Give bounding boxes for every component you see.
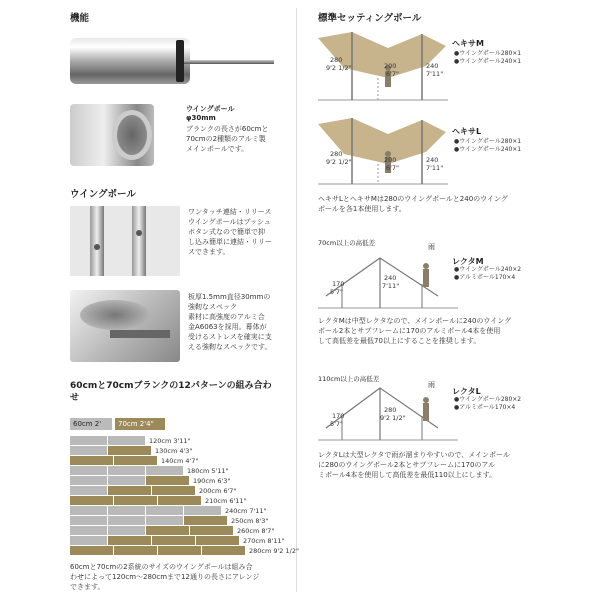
combo-segment-60: [146, 466, 184, 475]
combo-segment-60: [70, 436, 108, 445]
hexa-note: ヘキサLとヘキサMは280のウイングポールと240のウイング ポールを各1本使用します。: [318, 195, 508, 213]
pole-pin: [184, 60, 274, 64]
recta-l-name: レクタL: [452, 387, 481, 396]
recta-m-elevation: 70cm以上の高低差: [318, 239, 376, 247]
combo-segment-60: [108, 476, 146, 485]
combo-length-label: 190cm 6'3": [193, 477, 231, 485]
legend-60cm: 60cm 2': [70, 418, 112, 430]
combo-segment-70: [158, 496, 202, 505]
recta-l-elevation: 110cm以上の高低差: [318, 375, 380, 383]
combo-segment-60: [70, 536, 108, 545]
combo-segment-70: [114, 496, 158, 505]
recta-m-line2: ●アルミポール170×4: [454, 274, 516, 281]
combo-segment-70: [108, 446, 152, 455]
combo-length-label: 210cm 6'11": [205, 497, 247, 505]
combo-note: 60cmと70cmの2系統のサイズのウイングポールは組み合 わせによって120cm～280cmまで12通りの長さにアレンジ できます。: [70, 563, 260, 591]
combo-segment-60: [108, 436, 146, 445]
combo-segment-60: [108, 526, 146, 535]
combo-segment-60: [70, 476, 108, 485]
hexa-m-line1: ●ウイングポール280×1: [454, 50, 522, 57]
combo-length-label: 180cm 5'11": [187, 467, 229, 475]
combo-segment-60: [70, 446, 108, 455]
combo-segment-70: [108, 486, 152, 495]
combo-segment-60: [108, 506, 146, 515]
section-title-setting: 標準セッティングポール: [318, 13, 422, 24]
combo-segment-70: [152, 486, 196, 495]
section-title-performance: 機能: [70, 13, 90, 24]
hexa-m-line2: ●ウイングポール240×1: [454, 58, 522, 65]
combo-segment-70: [152, 536, 196, 545]
legend-70cm: 70cm 2'4": [115, 418, 165, 430]
hexa-l-line2: ●ウイングポール240×1: [454, 146, 522, 153]
hexa-l-line1: ●ウイングポール280×1: [454, 138, 522, 145]
combo-segment-70: [114, 546, 158, 555]
recta-m-name: レクタM: [452, 257, 484, 266]
recta-m-note: レクタMは中型レクタなので、メインポールに240のウイング ポール2本とサブフレームに170のアルミポール4本を使用 して高低差を最低70以上にすることを推奨します。: [318, 317, 512, 345]
combo-segment-70: [70, 456, 114, 465]
hexa-l-diagram: [318, 110, 448, 188]
combo-segment-60: [70, 506, 108, 515]
combo-segment-60: [70, 466, 108, 475]
combo-segment-70: [202, 546, 246, 555]
combo-segment-70: [184, 516, 228, 525]
recta-l-note: レクタLは大型レクタで雨が溜まりやすいので、メインポール に280のウイングポール2本とサブフレームに170のアル ミポール4本を使用して高低差を最低110以上にします。: [318, 451, 510, 479]
combo-length-label: 130cm 4'3": [155, 447, 193, 455]
combo-segment-60: [108, 466, 146, 475]
rain-icon-2: 雨: [428, 381, 435, 389]
wing-pole-spec-desc: ブランクの長さが60cmと 70cmの2種類のアルミ製 メインポールです。: [186, 125, 269, 153]
feature-strength-text: 板厚1.5mm直径30mmの 強靭なスペック 素材に高強度のアルミ合 金A6063を採用。幕体が 受けるストレスを確実に支 える強靭なスペックです。: [188, 293, 272, 351]
rain-icon: 雨: [428, 243, 435, 251]
pole-cap: [176, 40, 184, 82]
recta-m-line1: ●ウイングポール240×2: [454, 266, 522, 273]
pole-connection-photo: [70, 206, 180, 276]
feature-one-click-text: ワンタッチ連結・リリース ウイングポールはプッシュ ボタン式なので簡単で抑 し込み簡単に連結・リリー スできます。: [188, 208, 272, 256]
hexa-m-name: ヘキサM: [452, 39, 484, 48]
combo-segment-60: [184, 506, 222, 515]
combo-title: 60cmと70cmブランクの12パターンの組み合わ せ: [70, 381, 272, 403]
column-divider: [296, 8, 297, 592]
combo-length-label: 240cm 7'11": [225, 507, 267, 515]
combo-segment-70: [114, 456, 158, 465]
section-title-wing-pole: ウイングポール: [70, 189, 136, 200]
combo-segment-70: [146, 476, 190, 485]
pole-tube-opening: [112, 110, 152, 160]
combo-segment-70: [146, 526, 190, 535]
combo-segment-60: [70, 516, 108, 525]
combo-segment-70: [158, 546, 202, 555]
combo-length-label: 280cm 9'2 1/2": [249, 547, 299, 555]
combo-length-label: 260cm 8'7": [237, 527, 275, 535]
hexa-l-name: ヘキサL: [452, 127, 482, 136]
combo-segment-70: [70, 496, 114, 505]
combo-length-label: 200cm 6'7": [199, 487, 237, 495]
combo-segment-60: [70, 526, 108, 535]
combo-length-label: 140cm 4'7": [161, 457, 199, 465]
combo-segment-70: [70, 546, 114, 555]
caliper-photo: [70, 290, 180, 362]
recta-l-line2: ●アルミポール170×4: [454, 404, 516, 411]
combo-segment-70: [108, 536, 152, 545]
wing-pole-spec-diameter: φ30mm: [186, 114, 216, 122]
combo-segment-70: [196, 536, 240, 545]
combo-length-label: 250cm 8'3": [231, 517, 269, 525]
combo-segment-60: [146, 506, 184, 515]
pole-end-photo: [70, 38, 190, 84]
combo-length-label: 120cm 3'11": [149, 437, 191, 445]
wing-pole-spec-title: ウイングポール: [186, 105, 235, 113]
recta-l-line1: ●ウイングポール280×2: [454, 396, 522, 403]
combo-segment-70: [190, 526, 234, 535]
combo-length-label: 270cm 8'11": [243, 537, 285, 545]
combo-segment-60: [70, 486, 108, 495]
combo-segment-60: [108, 516, 146, 525]
combo-segment-60: [146, 516, 184, 525]
